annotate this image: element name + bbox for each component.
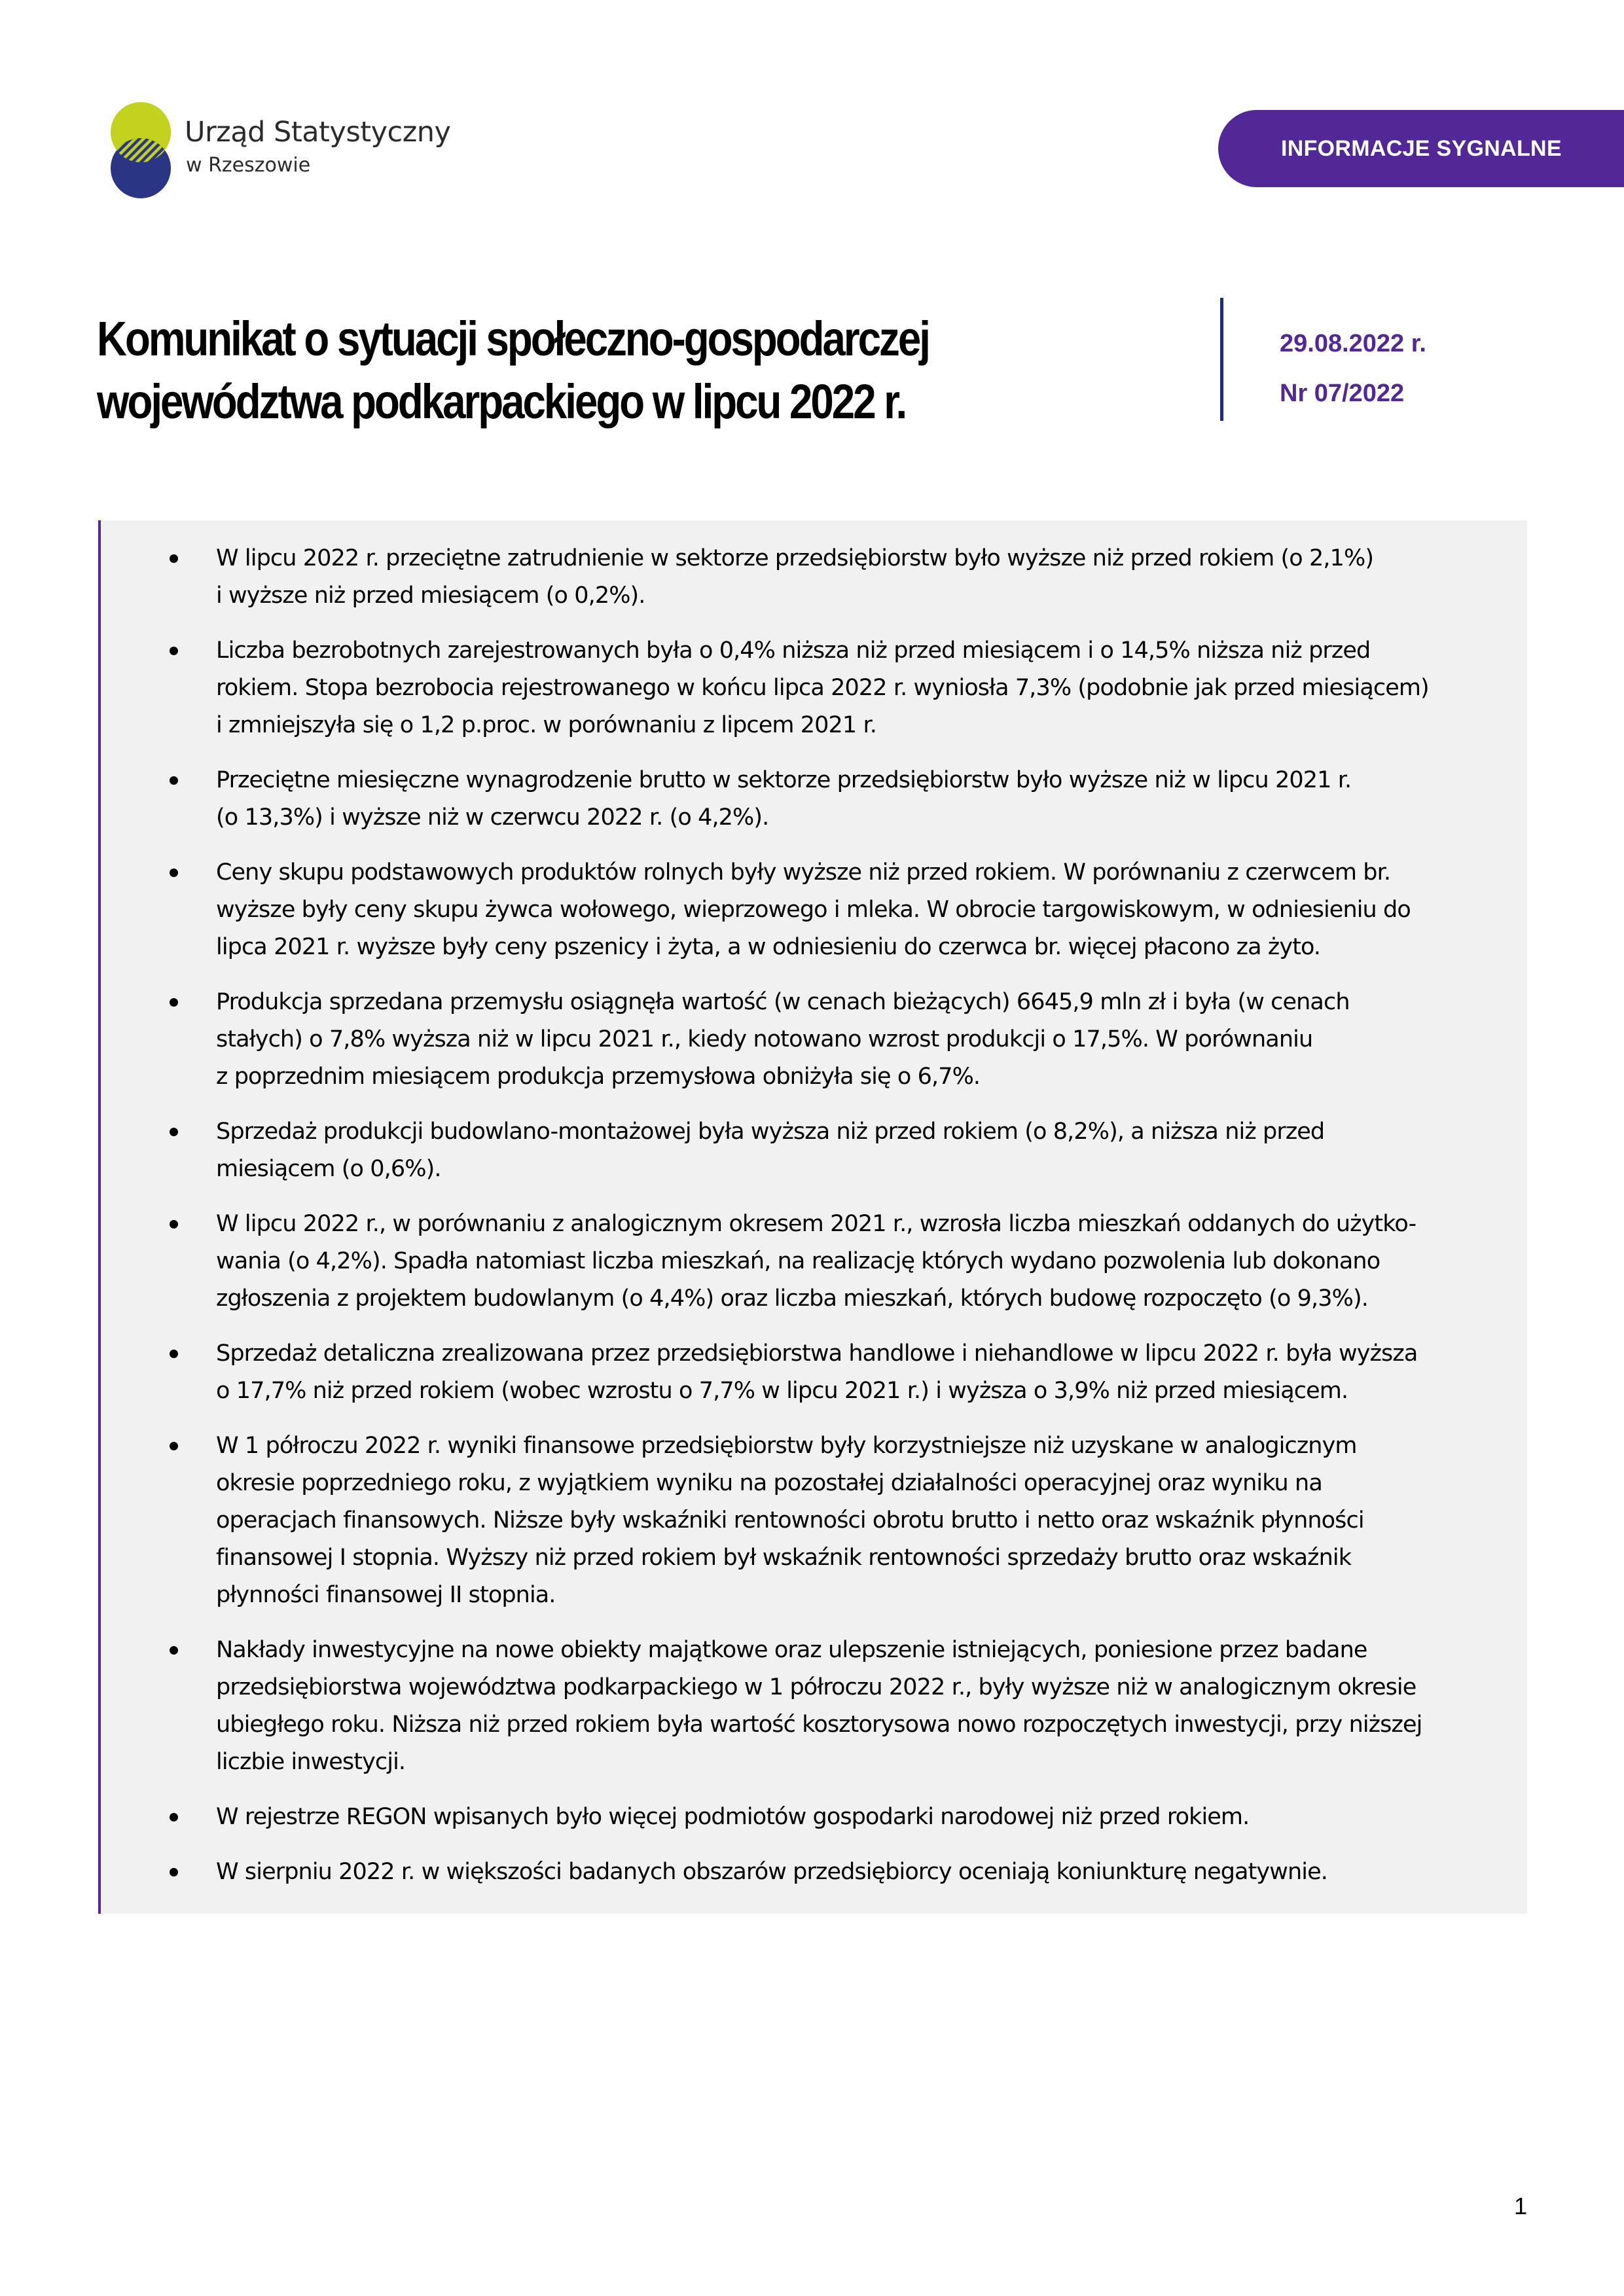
highlight-line: Sprzedaż detaliczna zrealizowana przez przedsiębiorstwa handlowe i niehandlowe w lipcu 2022 r. była wyższa: [216, 1340, 1418, 1367]
highlight-line: i zmniejszyła się o 1,2 p.proc. w porównaniu z lipcem 2021 r.: [216, 712, 876, 738]
highlight-line: operacjach finansowych. Niższe były wskaźniki rentowności obrotu brutto i netto oraz wskaźnik płynności: [216, 1507, 1364, 1534]
publication-number: Nr 07/2022: [1280, 380, 1405, 407]
bullet-icon: [170, 1220, 178, 1229]
page-title: [97, 308, 1054, 433]
highlight-line: W rejestrze REGON wpisanych było więcej podmiotów gospodarki narodowej niż przed rokiem.: [216, 1804, 1250, 1830]
highlight-item: [101, 1335, 1527, 1410]
highlight-line: W 1 półroczu 2022 r. wyniki finansowe przedsiębiorstw były korzystniejsze niż uzyskane w analogicznym: [216, 1433, 1357, 1459]
highlight-item: [101, 1799, 1527, 1836]
highlight-item: [101, 1206, 1527, 1318]
highlight-line: W sierpniu 2022 r. w większości badanych obszarów przedsiębiorcy oceniają koniunkturę negatywnie.: [216, 1859, 1327, 1885]
highlight-line: ubiegłego roku. Niższa niż przed rokiem była wartość kosztorysowa nowo rozpoczętych inwestycji, przy niższej: [216, 1712, 1422, 1738]
highlight-item: [101, 984, 1527, 1096]
bullet-icon: [170, 1868, 178, 1876]
publication-date: 29.08.2022 r.: [1280, 330, 1426, 357]
highlights-box: [98, 520, 1527, 1914]
logo: [108, 101, 451, 200]
highlight-line: wania (o 4,2%). Spadła natomiast liczba mieszkań, na realizację których wydano pozwolenia lub dokonano: [216, 1248, 1380, 1274]
bullet-icon: [170, 554, 178, 563]
highlight-line: Ceny skupu podstawowych produktów rolnych były wyższe niż przed rokiem. W porównaniu z czerwcem br.: [216, 859, 1391, 886]
highlight-line: wyższe były ceny skupu żywca wołowego, wieprzowego i mleka. W obrocie targowiskowym, w odniesieniu do: [216, 897, 1411, 923]
highlight-item: [101, 540, 1527, 615]
bullet-icon: [170, 1442, 178, 1450]
highlight-line: o 17,7% niż przed rokiem (wobec wzrostu o 7,7% w lipcu 2021 r.) i wyższa o 3,9% niż przed miesiącem.: [216, 1378, 1348, 1404]
highlight-line: przedsiębiorstwa województwa podkarpackiego w 1 półroczu 2022 r., były wyższe niż w analogicznym okresie: [216, 1674, 1416, 1700]
bullet-icon: [170, 869, 178, 877]
title-line-2: województwa podkarpackiego w lipcu 2022 r.: [97, 374, 906, 429]
bullet-icon: [170, 1646, 178, 1655]
highlight-line: zgłoszenia z projektem budowlanym (o 4,4%) oraz liczba mieszkań, których budowę rozpoczęto (o 9,3%).: [216, 1285, 1368, 1312]
badge-label: INFORMACJE SYGNALNE: [1281, 135, 1562, 161]
bullet-icon: [170, 1350, 178, 1358]
bullet-icon: [170, 1813, 178, 1821]
publication-meta: [1280, 319, 1426, 418]
highlight-item: [101, 1113, 1527, 1188]
title-line-1: Komunikat o sytuacji społeczno-gospodarczej: [97, 312, 929, 366]
highlight-line: płynności finansowej II stopnia.: [216, 1582, 556, 1608]
logo-subtitle: w Rzeszowie: [186, 154, 311, 177]
info-type-badge: [1218, 110, 1624, 187]
logo-circles-icon: [108, 101, 180, 200]
bullet-icon: [170, 998, 178, 1007]
highlight-item: [101, 1632, 1527, 1781]
highlights-list: [101, 540, 1527, 1909]
highlight-line: W lipcu 2022 r. przeciętne zatrudnienie w sektorze przedsiębiorstw było wyższe niż przed rokiem (o 2,1%): [216, 545, 1374, 571]
bullet-icon: [170, 647, 178, 655]
highlight-line: Nakłady inwestycyjne na nowe obiekty majątkowe oraz ulepszenie istniejących, poniesione przez badane: [216, 1637, 1367, 1663]
highlight-line: Sprzedaż produkcji budowlano-montażowej była wyższa niż przed rokiem (o 8,2%), a niższa niż przed: [216, 1119, 1325, 1145]
highlight-line: i wyższe niż przed miesiącem (o 0,2%).: [216, 583, 645, 609]
highlight-line: stałych) o 7,8% wyższa niż w lipcu 2021 r., kiedy notowano wzrost produkcji o 17,5%. W porównaniu: [216, 1026, 1313, 1052]
highlight-line: Przeciętne miesięczne wynagrodzenie brutto w sektorze przedsiębiorstw było wyższe niż w lipcu 2021 r.: [216, 767, 1352, 793]
highlight-line: W lipcu 2022 r., w porównaniu z analogicznym okresem 2021 r., wzrosła liczba mieszkań oddanych do użytko-: [216, 1211, 1416, 1237]
highlight-line: lipca 2021 r. wyższe były ceny pszenicy i żyta, a w odniesieniu do czerwca br. więcej płacono za żyto.: [216, 934, 1321, 960]
bullet-icon: [170, 776, 178, 785]
logo-name: Urząd Statystyczny: [185, 116, 451, 149]
highlight-item: [101, 854, 1527, 966]
highlight-line: finansowej I stopnia. Wyższy niż przed rokiem był wskaźnik rentowności sprzedaży brutto oraz wskaźnik: [216, 1545, 1352, 1571]
highlight-line: Produkcja sprzedana przemysłu osiągnęła wartość (w cenach bieżących) 6645,9 mln zł i była (w cenach: [216, 989, 1350, 1015]
highlight-line: rokiem. Stopa bezrobocia rejestrowanego w końcu lipca 2022 r. wyniosła 7,3% (podobnie jak przed miesiącem): [216, 675, 1429, 701]
page-number: 1: [1514, 2193, 1528, 2219]
highlight-line: okresie poprzedniego roku, z wyjątkiem wyniku na pozostałej działalności operacyjnej oraz wyniku na: [216, 1470, 1322, 1496]
highlight-item: [101, 632, 1527, 744]
bullet-icon: [170, 1128, 178, 1136]
highlight-line: Liczba bezrobotnych zarejestrowanych była o 0,4% niższa niż przed miesiącem i o 14,5% niższa niż przed: [216, 637, 1371, 664]
highlight-item: [101, 1427, 1527, 1614]
highlight-line: (o 13,3%) i wyższe niż w czerwcu 2022 r. (o 4,2%).: [216, 804, 769, 831]
highlight-item: [101, 1854, 1527, 1891]
highlight-line: z poprzednim miesiącem produkcja przemysłowa obniżyła się o 6,7%.: [216, 1064, 981, 1090]
highlight-line: miesiącem (o 0,6%).: [216, 1156, 441, 1182]
highlight-item: [101, 762, 1527, 836]
highlight-line: liczbie inwestycji.: [216, 1749, 406, 1775]
meta-divider: [1220, 298, 1223, 421]
